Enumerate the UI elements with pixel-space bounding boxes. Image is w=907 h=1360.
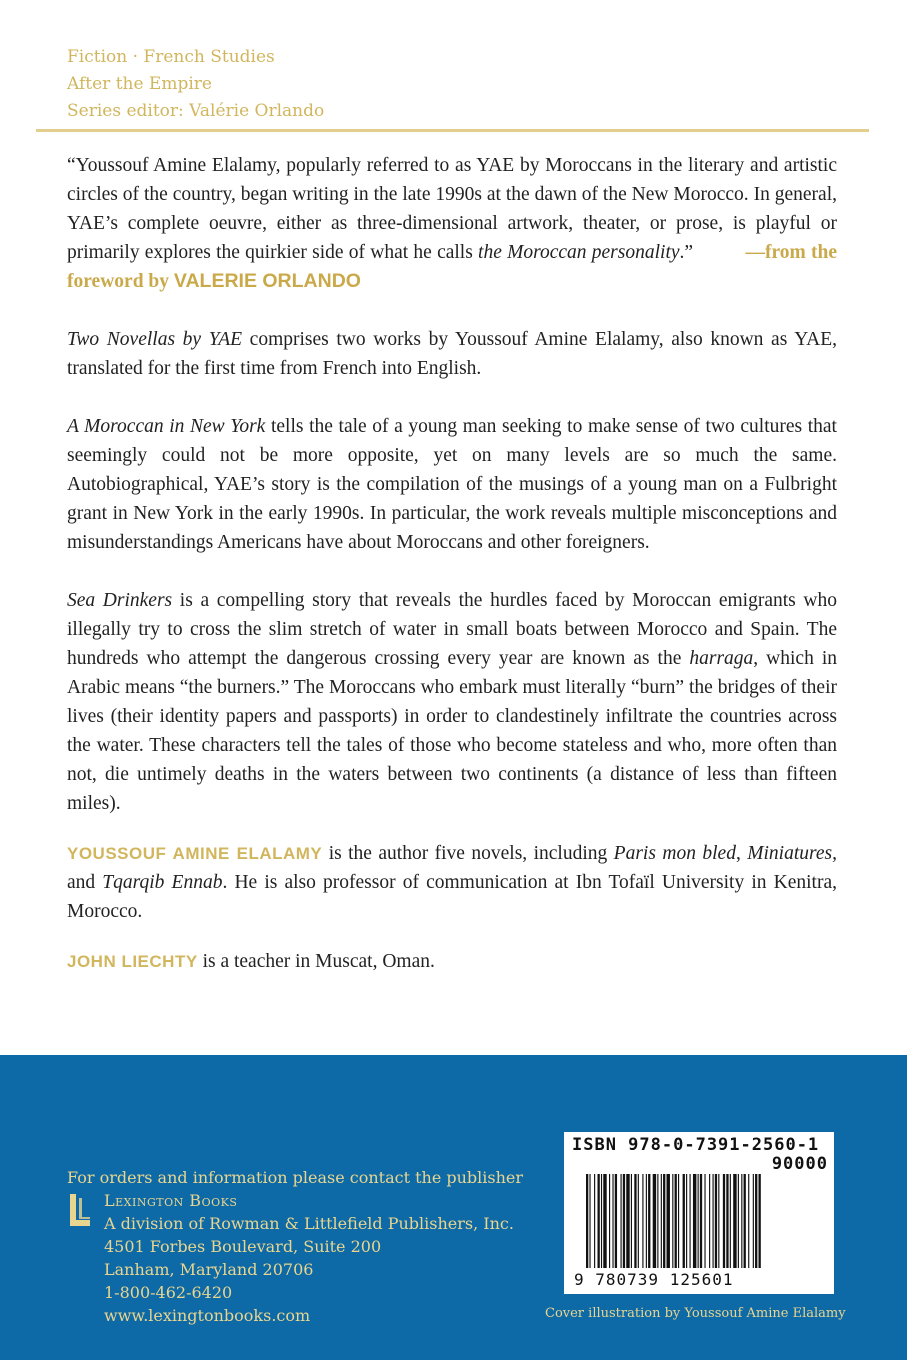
barcode-bar (661, 1174, 662, 1268)
back-cover-copy (67, 151, 837, 1005)
barcode-bar (603, 1174, 606, 1268)
publisher-contact (67, 1166, 523, 1327)
subjects-line: Fiction · French Studies (67, 47, 275, 67)
isbn-barcode (564, 1132, 834, 1294)
barcode-bar (615, 1174, 617, 1268)
barcode-bar (709, 1174, 710, 1268)
barcode-bar (657, 1174, 658, 1268)
barcode-bar (646, 1174, 647, 1268)
barcode-bar (589, 1174, 590, 1268)
barcode-bar (726, 1174, 728, 1268)
price-code: 90000 (771, 1154, 828, 1174)
barcode-bar (623, 1174, 625, 1268)
publisher-website[interactable]: www.lexingtonbooks.com (104, 1306, 311, 1325)
author-bio: YOUSSOUF AMINE ELALAMY is the author five novels, including Paris mon bled, Miniatures, and Tqarqib Ennab. He is also professor of communication at Ibn Tofaïl University in Kenitra, Morocco. (67, 843, 837, 922)
barcode-bar (759, 1174, 761, 1268)
barcode-bar (715, 1174, 717, 1268)
barcode-bar (648, 1174, 650, 1268)
translator-bio: JOHN LIECHTY is a teacher in Muscat, Oman. (67, 951, 435, 972)
barcode-bar (672, 1174, 673, 1268)
barcode-bar (631, 1174, 632, 1268)
barcode-bar (700, 1174, 702, 1268)
barcode-bar (723, 1174, 725, 1268)
publisher-name: Lexington Books (104, 1191, 238, 1210)
foreword-quote: “Youssouf Amine Elalamy, popularly referred to as YAE by Moroccans in the literary and artistic circles of the country, began writing in the late 1990s at the dawn of the New Morocco. In general, YAE’s complete oeuvre, either as three-dimensional artwork, theater, or prose, is playful or primarily explores the quirkier side of what he calls the Moroccan personality.” —from the foreword by VALERIE ORLANDO (67, 155, 837, 292)
barcode-bar (621, 1174, 622, 1268)
barcode-bar (733, 1174, 736, 1268)
barcode-bar (609, 1174, 610, 1268)
barcode-bar (718, 1174, 719, 1268)
intro-paragraph: Two Novellas by YAE comprises two works by Youssouf Amine Elalamy, also known as YAE, translated for the first time from French into English. (67, 329, 837, 379)
barcode-bar (601, 1174, 602, 1268)
barcode-digits: 9 780739 125601 (574, 1270, 734, 1289)
series-info (67, 44, 324, 125)
barcode-bar (693, 1174, 696, 1268)
barcode-bar (755, 1174, 757, 1268)
barcode-bar (730, 1174, 731, 1268)
lexington-logo-icon (67, 1192, 93, 1228)
barcode-bar (612, 1174, 613, 1268)
publisher-division: A division of Rowman & Littlefield Publishers, Inc. (104, 1214, 514, 1233)
cover-credit: Cover illustration by Youssouf Amine Elalamy (545, 1306, 846, 1321)
barcode-bar (675, 1174, 677, 1268)
barcode-bar (598, 1174, 600, 1268)
gold-divider (36, 129, 869, 132)
barcode-bar (653, 1174, 656, 1268)
barcode-bar (678, 1174, 679, 1268)
barcode-bar (638, 1174, 639, 1268)
barcode-bar (698, 1174, 699, 1268)
barcode-bar (741, 1174, 742, 1268)
barcode-bar (683, 1174, 685, 1268)
barcode-bar (686, 1174, 687, 1268)
barcode-bar (663, 1174, 665, 1268)
moroccan-paragraph: A Moroccan in New York tells the tale of a young man seeking to make sense of two cultures that seemingly could not be more opposite, yet on many levels are so much the same. Autobiographical, YAE’s story is the compilation of the musings of a young man on a Fulbright grant in New York in the early 1990s. In particular, the work reveals multiple misconceptions and misunderstandings Americans have about Moroccans and other foreigners. (67, 416, 837, 553)
series-editor: Series editor: Valérie Orlando (67, 101, 325, 121)
barcode-bar (626, 1174, 629, 1268)
barcode-bar (586, 1174, 588, 1268)
series-name: After the Empire (67, 74, 212, 94)
barcode-bar (667, 1174, 670, 1268)
sea-drinkers-paragraph: Sea Drinkers is a compelling story that reveals the hurdles faced by Moroccan emigrants who illegally try to cross the slim stretch of water in small boats between Morocco and Spain. The hundreds who attempt the dangerous crossing every year are known as the harraga, which in Arabic means “the burners.” The Moroccans who embark must literally “burn” the bridges of their lives (their identity papers and passports) in order to clandestinely infiltrate the countries across the water. These characters tell the tales of those who become stateless and who, more often than not, die untimely deaths in the waters between two continents (a distance of less than fifteen miles). (67, 590, 837, 814)
barcode-bar (594, 1174, 595, 1268)
barcode-bar (642, 1174, 643, 1268)
publisher-phone: 1-800-462-6420 (104, 1283, 233, 1302)
barcode-bar (748, 1174, 749, 1268)
isbn-text: ISBN 978-0-7391-2560-1 (572, 1135, 820, 1155)
barcode-bar (744, 1174, 746, 1268)
barcode-bar (753, 1174, 754, 1268)
publisher-address-1: 4501 Forbes Boulevard, Suite 200 (104, 1237, 382, 1256)
barcode-bar (704, 1174, 705, 1268)
contact-line: For orders and information please contact the publisher (67, 1168, 524, 1187)
barcode-bar (690, 1174, 691, 1268)
publisher-address-2: Lanham, Maryland 20706 (104, 1260, 314, 1279)
quote-attribution: —from the foreword by VALERIE ORLANDO (67, 242, 837, 292)
barcode-bar (713, 1174, 714, 1268)
barcode-bar (738, 1174, 739, 1268)
barcode-bar (634, 1174, 636, 1268)
